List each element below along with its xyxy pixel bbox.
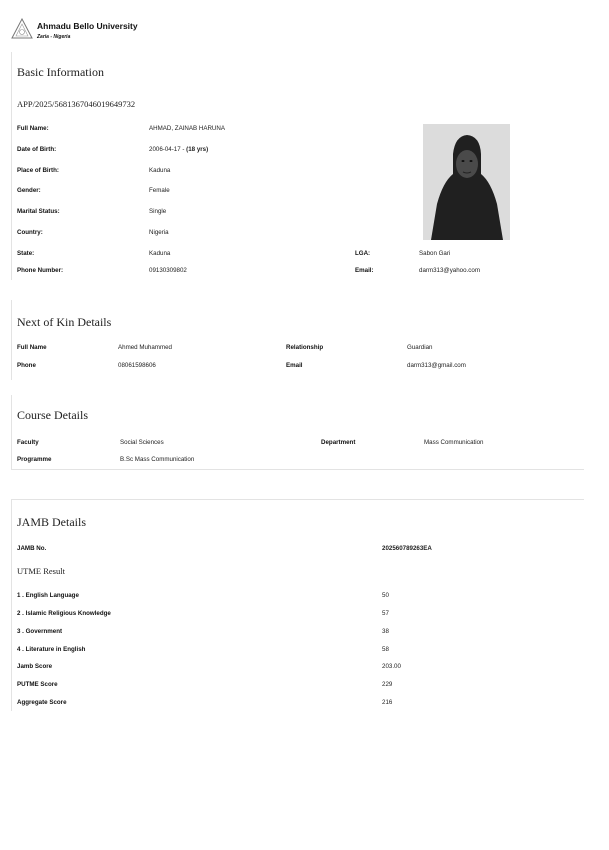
nok-phone-value: 08061598606 [118, 362, 156, 369]
aggregate-score-value: 216 [382, 699, 393, 706]
subject-score: 57 [382, 610, 389, 617]
application-number: APP/2025/5681367046019649732 [17, 99, 136, 109]
full-name-label: Full Name: [17, 125, 49, 132]
next-of-kin-section [11, 300, 584, 380]
dob-label: Date of Birth: [17, 146, 57, 153]
email-value: darm313@yahoo.com [419, 267, 480, 274]
nok-full-name-value: Ahmed Muhammed [118, 344, 172, 351]
phone-number-label: Phone Number: [17, 267, 64, 274]
subject-score: 58 [382, 646, 389, 653]
passport-photo [423, 124, 510, 240]
putme-score-label: PUTME Score [17, 681, 58, 688]
utme-result-title: UTME Result [17, 566, 65, 576]
place-of-birth-label: Place of Birth: [17, 167, 59, 174]
section-title: JAMB Details [17, 515, 86, 529]
faculty-value: Social Sciences [120, 439, 164, 446]
subject-label: 2 . Islamic Religious Knowledge [17, 610, 111, 617]
lga-value: Sabon Gari [419, 250, 451, 257]
jamb-no-value: 202560789263EA [382, 545, 432, 552]
header [11, 18, 138, 40]
aggregate-score-label: Aggregate Score [17, 699, 67, 706]
jamb-score-label: Jamb Score [17, 663, 53, 670]
section-title: Basic Information [17, 65, 104, 79]
dob-value: 2006-04-17 - (18 yrs) [149, 146, 209, 153]
country-label: Country: [17, 229, 43, 236]
course-details-section [11, 395, 584, 470]
state-label: State: [17, 250, 35, 257]
gender-value: Female [149, 187, 170, 194]
subject-label: 4 . Literature in English [17, 646, 86, 653]
university-logo [11, 18, 33, 40]
full-name-value: AHMAD, ZAINAB HARUNA [149, 125, 225, 132]
university-name: Ahmadu Bello University [37, 21, 138, 31]
subject-score: 38 [382, 628, 389, 635]
subject-label: 3 . Government [17, 628, 63, 635]
person-photo-icon [423, 124, 510, 240]
subject-score: 50 [382, 592, 389, 599]
nok-relationship-label: Relationship [286, 344, 324, 351]
marital-status-label: Marital Status: [17, 208, 60, 215]
faculty-label: Faculty [17, 439, 39, 446]
phone-number-value: 09130309802 [149, 267, 187, 274]
university-location: Zaria - Nigeria [37, 34, 71, 40]
nok-email-value: darm313@gmail.com [407, 362, 466, 369]
putme-score-value: 229 [382, 681, 393, 688]
country-value: Nigeria [149, 229, 169, 236]
nok-email-label: Email [286, 362, 303, 369]
nok-phone-label: Phone [17, 362, 36, 369]
programme-value: B.Sc Mass Communication [120, 456, 195, 463]
lga-label: LGA: [355, 250, 371, 257]
nok-full-name-label: Full Name [17, 344, 47, 351]
jamb-no-label: JAMB No. [17, 545, 47, 552]
state-value: Kaduna [149, 250, 171, 257]
gender-label: Gender: [17, 187, 41, 194]
marital-status-value: Single [149, 208, 167, 215]
jamb-score-value: 203.00 [382, 663, 401, 670]
dob-date: 2006-04-17 [149, 146, 181, 153]
programme-label: Programme [17, 456, 52, 463]
place-of-birth-value: Kaduna [149, 167, 171, 174]
department-label: Department [321, 439, 356, 446]
department-value: Mass Communication [424, 439, 484, 446]
nok-relationship-value: Guardian [407, 344, 433, 351]
section-title: Next of Kin Details [17, 315, 112, 329]
email-label: Email: [355, 267, 374, 274]
section-title: Course Details [17, 408, 88, 422]
jamb-details-section [11, 499, 584, 711]
subject-label: 1 . English Language [17, 592, 79, 599]
dob-age: (18 yrs) [186, 146, 209, 153]
